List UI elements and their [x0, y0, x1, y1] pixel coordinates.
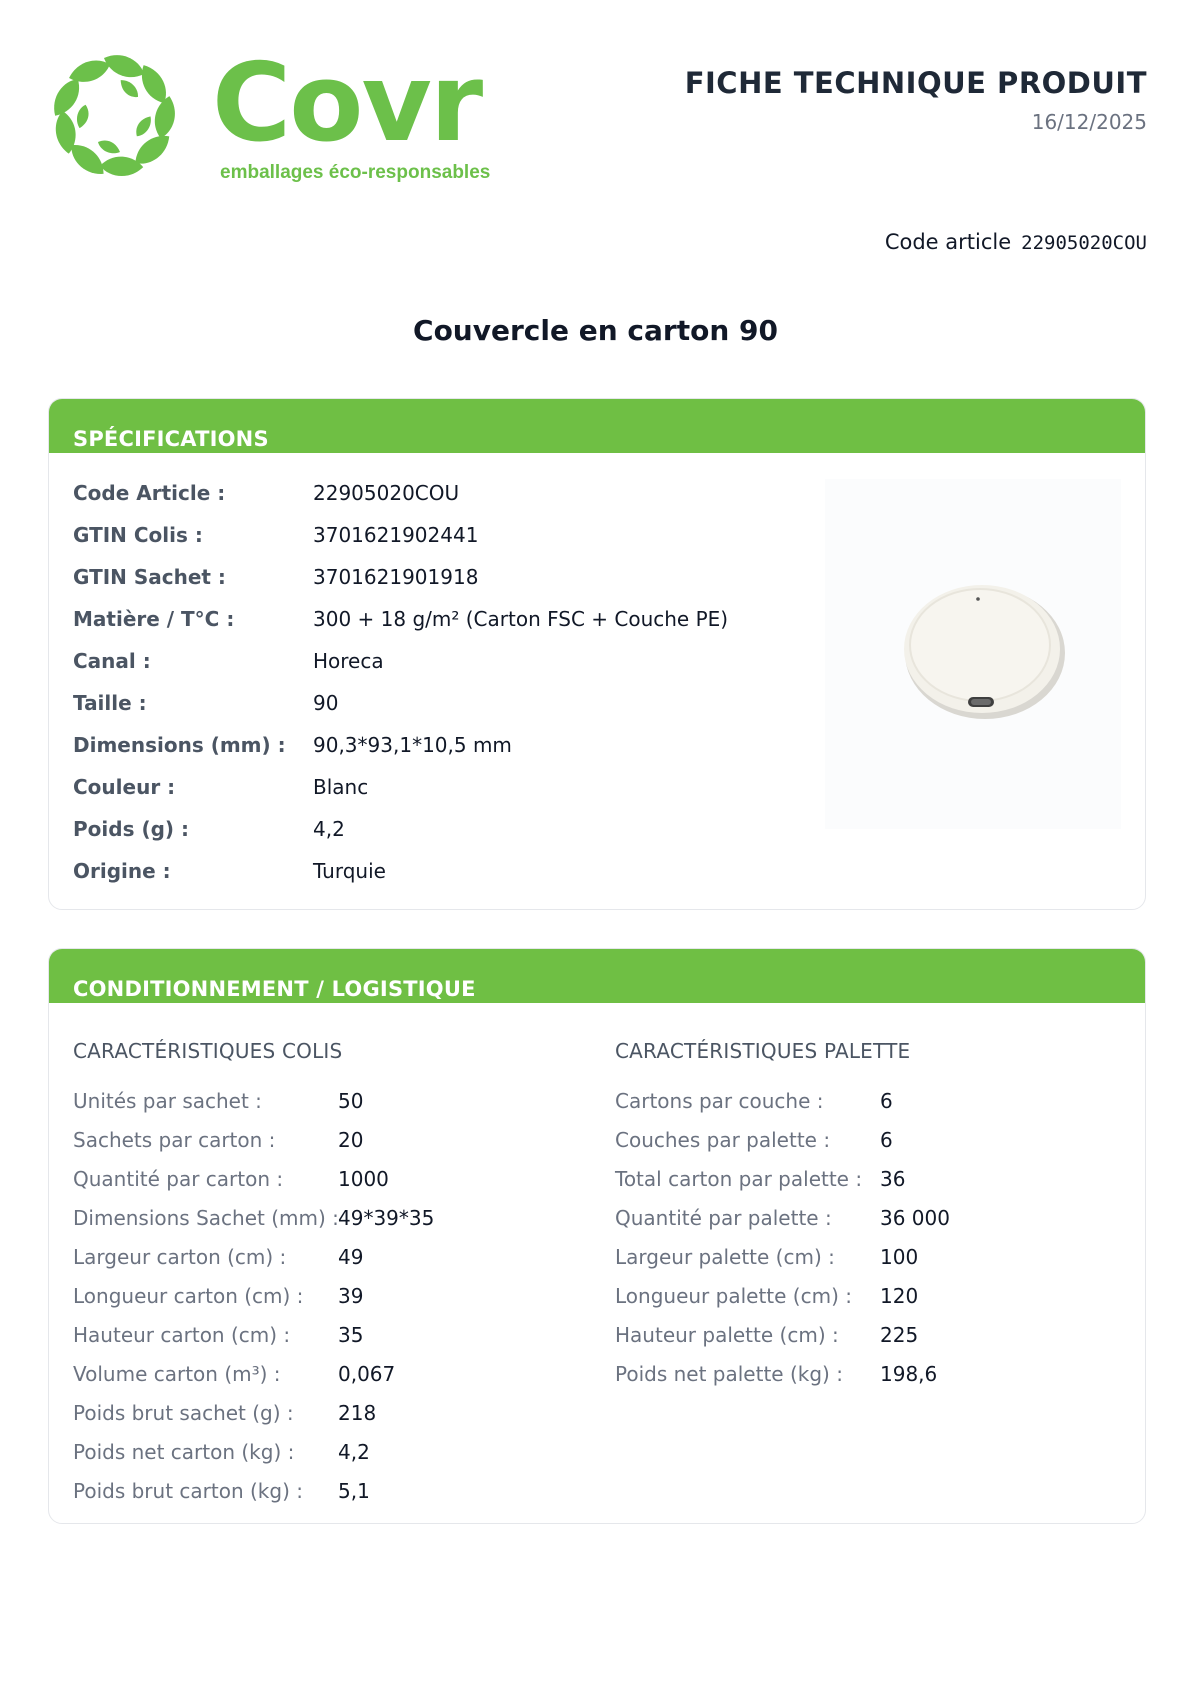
palette-row — [615, 1089, 1115, 1125]
palette-value: 198,6 — [880, 1362, 938, 1386]
palette-label: Cartons par couche : — [615, 1089, 824, 1113]
logistics-card — [48, 948, 1146, 1524]
colis-label: Quantité par carton : — [73, 1167, 284, 1191]
colis-label: Dimensions Sachet (mm) : — [73, 1206, 339, 1230]
spec-row — [73, 523, 773, 565]
palette-label: Largeur palette (cm) : — [615, 1245, 835, 1269]
colis-value: 35 — [338, 1323, 364, 1347]
spec-label: Taille : — [73, 691, 147, 715]
palette-label: Couches par palette : — [615, 1128, 831, 1152]
colis-row — [73, 1401, 573, 1437]
colis-row — [73, 1284, 573, 1320]
palette-value: 6 — [880, 1128, 893, 1152]
spec-row — [73, 481, 773, 523]
spec-label: Matière / T°C : — [73, 607, 235, 631]
colis-label: Hauteur carton (cm) : — [73, 1323, 291, 1347]
spec-value: Blanc — [313, 775, 369, 799]
logistics-header — [49, 949, 1145, 1003]
palette-value: 225 — [880, 1323, 919, 1347]
colis-row — [73, 1479, 573, 1515]
spec-row — [73, 775, 773, 817]
colis-row — [73, 1128, 573, 1164]
palette-value: 36 — [880, 1167, 906, 1191]
spec-value: 300 + 18 g/m² (Carton FSC + Couche PE) — [313, 607, 729, 631]
palette-row — [615, 1323, 1115, 1359]
palette-label: Hauteur palette (cm) : — [615, 1323, 839, 1347]
spec-value: 4,2 — [313, 817, 345, 841]
spec-label: GTIN Colis : — [73, 523, 203, 547]
leaf-wreath-icon — [48, 50, 180, 182]
document-date: 16/12/2025 — [1031, 110, 1147, 134]
palette-label: Poids net palette (kg) : — [615, 1362, 843, 1386]
palette-value: 6 — [880, 1089, 893, 1113]
colis-label: Longueur carton (cm) : — [73, 1284, 304, 1308]
colis-row — [73, 1206, 573, 1242]
spec-value: 3701621901918 — [313, 565, 479, 589]
brand-name: Covr — [212, 41, 482, 166]
palette-value: 36 000 — [880, 1206, 950, 1230]
cup-lid-icon — [825, 479, 1121, 829]
colis-row — [73, 1167, 573, 1203]
specifications-header — [49, 399, 1145, 453]
colis-row — [73, 1245, 573, 1281]
spec-label: GTIN Sachet : — [73, 565, 226, 589]
palette-value: 120 — [880, 1284, 919, 1308]
spec-label: Origine : — [73, 859, 171, 883]
article-code-label: Code article — [884, 230, 1012, 254]
colis-label: Unités par sachet : — [73, 1089, 262, 1113]
colis-row — [73, 1362, 573, 1398]
article-code-value: 22905020COU — [1021, 232, 1147, 254]
colis-label: Volume carton (m³) : — [73, 1362, 281, 1386]
palette-row — [615, 1128, 1115, 1164]
spec-value: 22905020COU — [313, 481, 460, 505]
palette-label: Total carton par palette : — [615, 1167, 863, 1191]
colis-row — [73, 1089, 573, 1125]
spec-value: 3701621902441 — [313, 523, 479, 547]
spec-row — [73, 691, 773, 733]
colis-value: 49*39*35 — [338, 1206, 435, 1230]
palette-row — [615, 1284, 1115, 1320]
colis-value: 0,067 — [338, 1362, 396, 1386]
colis-value: 218 — [338, 1401, 377, 1425]
brand-logo — [48, 41, 508, 194]
spec-row — [73, 649, 773, 691]
product-image — [825, 479, 1121, 829]
palette-row — [615, 1245, 1115, 1281]
spec-row — [73, 817, 773, 859]
colis-row — [73, 1440, 573, 1476]
colis-label: Largeur carton (cm) : — [73, 1245, 287, 1269]
colis-label: Poids brut sachet (g) : — [73, 1401, 294, 1425]
spec-row — [73, 859, 773, 901]
specifications-heading: SPÉCIFICATIONS — [73, 427, 269, 451]
spec-label: Dimensions (mm) : — [73, 733, 286, 757]
colis-value: 50 — [338, 1089, 364, 1113]
spec-label: Couleur : — [73, 775, 176, 799]
colis-label: Poids brut carton (kg) : — [73, 1479, 303, 1503]
spec-row — [73, 607, 773, 649]
logistics-heading: CONDITIONNEMENT / LOGISTIQUE — [73, 977, 476, 1001]
specifications-card — [48, 398, 1146, 910]
spec-label: Code Article : — [73, 481, 226, 505]
palette-value: 100 — [880, 1245, 919, 1269]
article-code-line — [885, 230, 1147, 254]
colis-value: 1000 — [338, 1167, 389, 1191]
colis-value: 5,1 — [338, 1479, 370, 1503]
spec-label: Poids (g) : — [73, 817, 189, 841]
colis-row — [73, 1323, 573, 1359]
palette-row — [615, 1167, 1115, 1203]
colis-label: Poids net carton (kg) : — [73, 1440, 295, 1464]
colis-value: 4,2 — [338, 1440, 370, 1464]
spec-value: Turquie — [313, 859, 386, 883]
colis-value: 20 — [338, 1128, 364, 1152]
spec-value: 90 — [313, 691, 339, 715]
palette-label: Longueur palette (cm) : — [615, 1284, 852, 1308]
spec-value: 90,3*93,1*10,5 mm — [313, 733, 512, 757]
spec-row — [73, 733, 773, 775]
product-title: Couvercle en carton 90 — [413, 314, 778, 347]
spec-row — [73, 565, 773, 607]
palette-row — [615, 1362, 1115, 1398]
colis-value: 39 — [338, 1284, 364, 1308]
colis-label: Sachets par carton : — [73, 1128, 276, 1152]
palette-row — [615, 1206, 1115, 1242]
colis-section-title: CARACTÉRISTIQUES COLIS — [73, 1039, 343, 1063]
colis-value: 49 — [338, 1245, 364, 1269]
palette-label: Quantité par palette : — [615, 1206, 832, 1230]
brand-tagline: emballages éco-responsables — [220, 162, 491, 183]
palette-section-title: CARACTÉRISTIQUES PALETTE — [615, 1039, 911, 1063]
spec-value: Horeca — [313, 649, 384, 673]
spec-label: Canal : — [73, 649, 151, 673]
document-title: FICHE TECHNIQUE PRODUIT — [684, 66, 1147, 100]
